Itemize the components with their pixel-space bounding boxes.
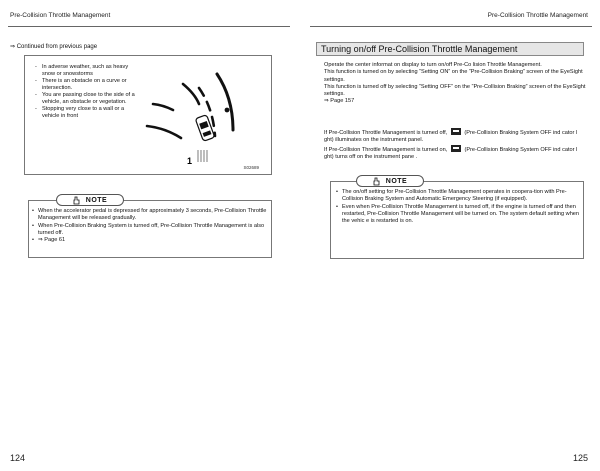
conditions-list	[35, 64, 139, 120]
header-rule-left	[8, 26, 290, 27]
indicator-off-text: If Pre-Collision Throttle Management is turned off, (Pre-Collision Braking System OFF ind cator l ght) illuminates on the instrument panel.	[324, 130, 578, 144]
hand-pointer-icon	[73, 196, 80, 205]
list-item: - Stopping very close to a wall or a vehicle in front	[35, 106, 139, 120]
motion-lines-icon	[198, 150, 207, 162]
page-number-left: 124	[10, 453, 26, 463]
hand-pointer-icon	[373, 177, 380, 186]
pcb-off-indicator-icon	[451, 128, 461, 135]
lane-line-left-2	[147, 126, 181, 138]
running-header-right: Pre-Collision Throttle Management	[487, 12, 588, 19]
intro-line: Operate the center informat on display to turn on/off Pre-Co lision Throttle Management.	[324, 62, 542, 68]
list-item: • When the accelerator pedal is depressed for approximately 3 seconds, Pre-Collision Throttle Management will be released gradually.	[32, 208, 268, 223]
wall-line-outer	[217, 74, 233, 130]
figure-code: S02689	[243, 165, 259, 170]
list-item: - You are passing close to the side of a vehicle, an obstacle or vegetation.	[35, 92, 139, 106]
note-label: NOTE	[385, 177, 408, 185]
header-rule-right	[310, 26, 592, 27]
continued-note: ⇒ Continued from previous page	[10, 44, 98, 50]
note-list-left	[32, 208, 268, 244]
page-reference: ⇒ Page 157	[324, 98, 355, 105]
section-title: Turning on/off Pre-Collision Throttle Management	[316, 42, 584, 56]
intro-line: This function is turned on by selecting “Setting ON” on the “Pre-Collision Braking” screen of the EyeSight settings.	[324, 69, 583, 83]
lane-line-left-1	[153, 104, 173, 110]
conditions-box	[24, 55, 272, 175]
curve-line-inner	[183, 84, 199, 104]
figure-marker: 1	[187, 156, 193, 166]
obstacle-icon	[225, 108, 230, 113]
running-header-left: Pre-Collision Throttle Management	[10, 12, 111, 19]
intro-line: This function is turned off by selecting “Setting OFF” on the “Pre-Collision Braking” screen of the EyeSight settings.	[324, 83, 586, 98]
note-label: NOTE	[85, 196, 108, 204]
pcb-off-indicator-icon	[451, 145, 461, 152]
vehicle-illustration	[143, 66, 239, 166]
list-item: • When Pre-Collision Braking System is turned off, Pre-Collision Throttle Management is also turned off.	[32, 223, 268, 238]
intro-paragraph	[324, 62, 586, 106]
indicator-paragraph	[324, 128, 586, 161]
list-item: • The on/off setting for Pre-Collision Throttle Management operates in coopera-tion with Pre-Collision Braking System and Automatic Emergency Steering (if equipped).	[336, 189, 580, 204]
note-list-right	[336, 189, 580, 225]
indicator-on-text: If Pre-Collision Throttle Management is turned on, (Pre-Collision Braking System OFF ind cator l ght) turns off on the instrument pane .	[324, 146, 578, 160]
list-item: - In adverse weather, such as heavy snow or snowstorms	[35, 64, 139, 78]
page-number-right: 125	[572, 453, 588, 463]
page-reference: • ⇒ Page 61	[32, 237, 268, 244]
list-item: - There is an obstacle on a curve or intersection.	[35, 78, 139, 92]
list-item: • Even when Pre-Collision Throttle Management is turned off, if the engine is turned off and then restarted, Pre-Collision Throttle Management will be turned on. The system default setting when the vehic e is restarted is on.	[336, 204, 580, 226]
note-header-left	[56, 194, 124, 206]
note-header-right	[356, 175, 424, 187]
